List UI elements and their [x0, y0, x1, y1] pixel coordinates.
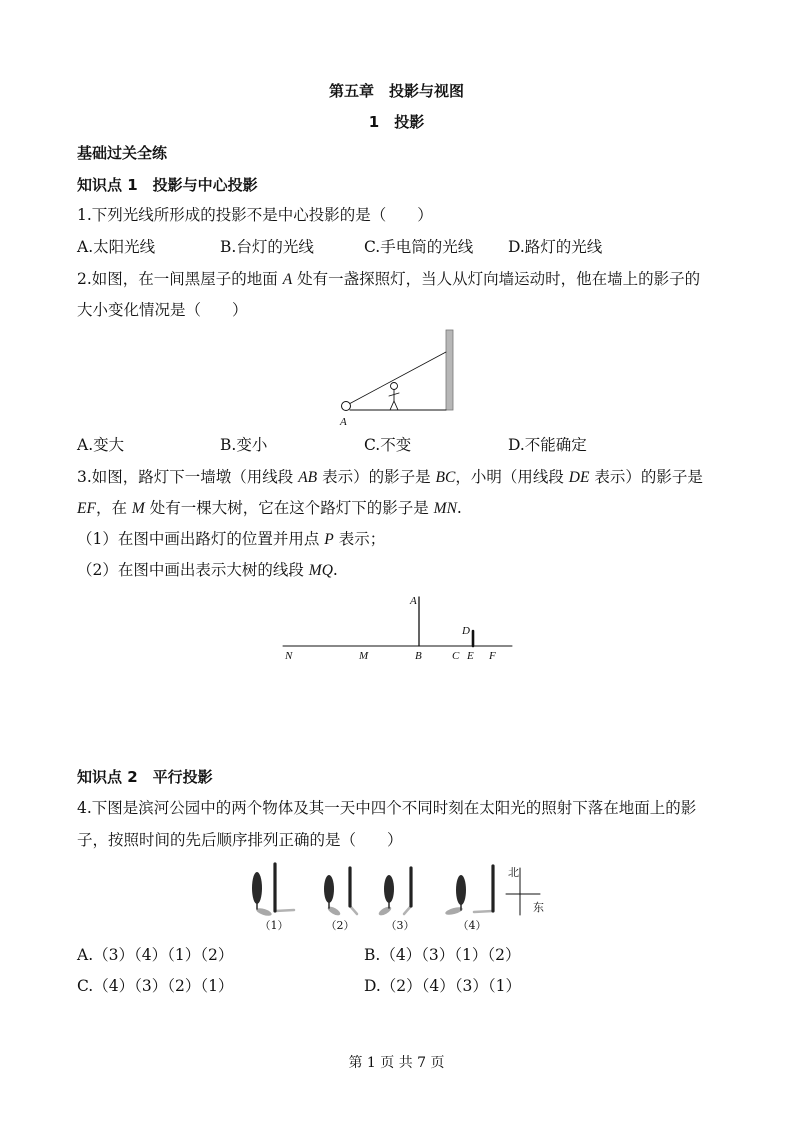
knowledge-point-2-heading: 知识点 2 平行投影 — [77, 768, 213, 786]
segment-mn: MN — [433, 500, 457, 517]
sub-2-text: （2）在图中画出表示大树的线段 — [77, 561, 309, 579]
question-2-line-2: 大小变化情况是（ ） — [77, 301, 248, 319]
section-title: 1 投影 — [368, 113, 425, 131]
tree — [384, 875, 394, 903]
question-3-text: ，在 — [95, 499, 132, 517]
lamp-wall-figure — [330, 325, 460, 430]
question-3-sub-2 — [77, 560, 338, 581]
compass — [506, 866, 544, 915]
panel-4-label: （4） — [457, 919, 487, 932]
question-4-option-a: A.（3）（4）（1）（2） — [77, 946, 234, 964]
streetlight-shadow-figure — [280, 590, 520, 665]
question-2-option-c: C.不变 — [364, 436, 412, 454]
question-4-option-b: B.（4）（3）（1）（2） — [364, 946, 521, 964]
page-footer: 第 1 页 共 7 页 — [348, 1055, 445, 1071]
question-3-text: 3.如图，路灯下一墙墩（用线段 — [77, 468, 299, 486]
tree — [456, 875, 466, 905]
label-e: E — [467, 650, 474, 662]
question-2-option-d: D.不能确定 — [508, 436, 587, 454]
point-p: P — [324, 531, 334, 548]
sub-1-text: 表示； — [333, 530, 386, 548]
question-2-option-a: A.变大 — [77, 436, 125, 454]
question-4-option-c: C.（4）（3）（2）（1） — [77, 977, 234, 995]
label-d: D — [462, 625, 470, 637]
compass-north-label: 北 — [508, 866, 519, 879]
person-figure — [389, 383, 399, 411]
question-3-line-1 — [77, 467, 703, 488]
point-a-label: A — [340, 416, 347, 428]
question-1-option-a: A.太阳光线 — [77, 238, 156, 256]
question-1-stem: 1.下列光线所形成的投影不是中心投影的是（ ） — [77, 206, 433, 224]
panel-1-label: （1） — [259, 919, 289, 932]
question-3-sub-1 — [77, 529, 385, 550]
knowledge-point-1-heading: 知识点 1 投影与中心投影 — [77, 176, 258, 194]
compass-east-label: 东 — [533, 901, 544, 914]
chapter-title: 第五章 投影与视图 — [328, 82, 464, 100]
panel-3 — [377, 868, 414, 932]
light-ray — [349, 352, 446, 404]
label-b: B — [415, 650, 422, 662]
question-4-option-d: D.（2）（4）（3）（1） — [364, 977, 521, 995]
question-3-text: 表示）的影子是 — [317, 468, 436, 486]
sub-1-text: （1）在图中画出路灯的位置并用点 — [77, 530, 325, 548]
searchlight — [342, 402, 351, 411]
tree — [324, 875, 334, 903]
tree-shadow — [377, 905, 392, 917]
question-2-line-1 — [77, 269, 700, 290]
question-4-line-2: 子，按照时间的先后顺序排列正确的是（ ） — [77, 831, 403, 849]
panel-4 — [445, 866, 493, 932]
question-3-line-2 — [77, 498, 462, 519]
question-2-option-b: B.变小 — [220, 436, 268, 454]
sun-shadow-figure — [240, 858, 550, 935]
sub-2-text: . — [332, 561, 338, 579]
question-2-text: 处有一盏探照灯，当人从灯向墙运动时，他在墙上的影子的 — [292, 270, 701, 288]
segment-ef: EF — [77, 500, 96, 517]
question-1-option-b: B.台灯的光线 — [220, 238, 314, 256]
wall — [446, 330, 453, 410]
segment-ab: AB — [298, 469, 318, 486]
panel-1 — [252, 864, 294, 932]
label-c: C — [452, 650, 460, 662]
question-2-text: 2.如图，在一间黑屋子的地面 — [77, 270, 283, 288]
segment-bc: BC — [435, 469, 456, 486]
question-1-option-d: D.路灯的光线 — [508, 238, 603, 256]
label-m: M — [359, 650, 369, 662]
label-n: N — [285, 650, 293, 662]
tree-shadow — [255, 907, 272, 918]
question-3-text: ，小明（用线段 — [455, 468, 569, 486]
tree — [252, 872, 262, 904]
question-1-option-c: C.手电筒的光线 — [364, 238, 474, 256]
part-title: 基础过关全练 — [77, 144, 168, 162]
segment-mq: MQ — [308, 562, 333, 579]
question-2-point-a: A — [282, 271, 293, 288]
label-a: A — [410, 595, 417, 607]
question-3-text: 处有一棵大树，它在这个路灯下的影子是 — [144, 499, 434, 517]
panel-3-label: （3） — [385, 919, 415, 932]
panel-2-label: （2） — [325, 919, 355, 932]
question-3-text: 表示）的影子是 — [589, 468, 703, 486]
pole-shadow — [474, 911, 493, 912]
point-m: M — [131, 500, 145, 517]
question-4-line-1: 4.下图是滨河公园中的两个物体及其一天中四个不同时刻在太阳光的照射下落在地面上的影 — [77, 799, 697, 817]
panel-2 — [324, 868, 357, 932]
label-f: F — [489, 650, 496, 662]
segment-de: DE — [568, 469, 590, 486]
question-3-text: . — [456, 499, 462, 517]
pole-shadow — [275, 910, 294, 911]
